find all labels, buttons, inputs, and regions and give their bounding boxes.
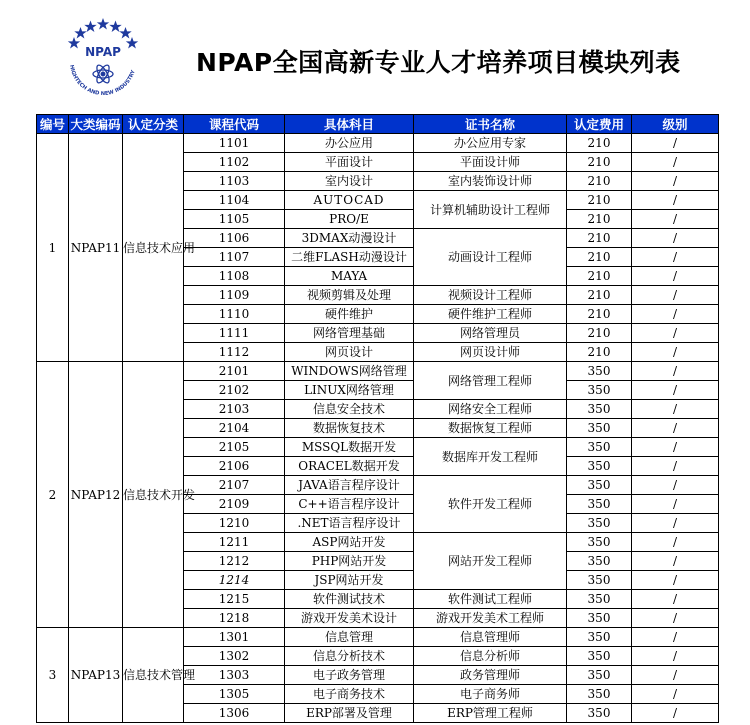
certificate: 网络管理员	[414, 324, 567, 343]
course-code: 1210	[184, 514, 285, 533]
course-code: 1302	[184, 647, 285, 666]
certificate: 视频设计工程师	[414, 286, 567, 305]
certificate: 网页设计师	[414, 343, 567, 362]
level: /	[632, 191, 719, 210]
subject: 办公应用	[285, 134, 414, 153]
fee: 350	[567, 438, 632, 457]
course-code: 1303	[184, 666, 285, 685]
npap-logo	[62, 16, 144, 104]
fee: 210	[567, 134, 632, 153]
level: /	[632, 495, 719, 514]
table-row	[37, 362, 719, 381]
subject: 平面设计	[285, 153, 414, 172]
col-header-subject: 具体科目	[285, 115, 414, 134]
certificate: 电子商务师	[414, 685, 567, 704]
course-code: 2105	[184, 438, 285, 457]
group-category: 信息技术应用	[123, 134, 184, 362]
level: /	[632, 400, 719, 419]
fee: 210	[567, 267, 632, 286]
subject: ERP部署及管理	[285, 704, 414, 723]
level: /	[632, 324, 719, 343]
level: /	[632, 609, 719, 628]
subject: 二维FLASH动漫设计	[285, 248, 414, 267]
fee: 210	[567, 210, 632, 229]
subject: 3DMAX动漫设计	[285, 229, 414, 248]
certificate: 信息分析师	[414, 647, 567, 666]
fee: 350	[567, 400, 632, 419]
fee: 350	[567, 590, 632, 609]
subject: 电子政务管理	[285, 666, 414, 685]
table-header-row	[37, 115, 719, 134]
course-code: 1215	[184, 590, 285, 609]
col-header-fee: 认定费用	[567, 115, 632, 134]
star-icon	[68, 37, 80, 49]
course-code: 1109	[184, 286, 285, 305]
certificate: 办公应用专家	[414, 134, 567, 153]
level: /	[632, 381, 719, 400]
course-code: 1105	[184, 210, 285, 229]
certificate: 数据库开发工程师	[414, 438, 567, 476]
fee: 350	[567, 381, 632, 400]
level: /	[632, 172, 719, 191]
level: /	[632, 571, 719, 590]
fee: 350	[567, 628, 632, 647]
fee: 350	[567, 514, 632, 533]
fee: 350	[567, 666, 632, 685]
group-category: 信息技术管理	[123, 628, 184, 723]
certificate: 政务管理师	[414, 666, 567, 685]
certificate: 游戏开发美术工程师	[414, 609, 567, 628]
star-icon	[97, 18, 109, 30]
course-code: 2101	[184, 362, 285, 381]
fee: 210	[567, 248, 632, 267]
star-icon	[119, 27, 131, 39]
certificate: 网站开发工程师	[414, 533, 567, 590]
svg-text:NPAP: NPAP	[85, 45, 121, 59]
course-code: 1107	[184, 248, 285, 267]
subject: 游戏开发美术设计	[285, 609, 414, 628]
level: /	[632, 153, 719, 172]
subject: 信息安全技术	[285, 400, 414, 419]
certificate: 动画设计工程师	[414, 229, 567, 286]
subject: AUTOCAD	[285, 191, 414, 210]
course-code: 1102	[184, 153, 285, 172]
level: /	[632, 362, 719, 381]
subject: ORACEL数据开发	[285, 457, 414, 476]
group-no: 2	[37, 362, 69, 628]
level: /	[632, 514, 719, 533]
col-header-certificate: 证书名称	[414, 115, 567, 134]
col-header-class-code: 大类编码	[69, 115, 123, 134]
fee: 210	[567, 305, 632, 324]
course-code: 2103	[184, 400, 285, 419]
level: /	[632, 666, 719, 685]
level: /	[632, 704, 719, 723]
level: /	[632, 590, 719, 609]
fee: 350	[567, 362, 632, 381]
course-code: 1104	[184, 191, 285, 210]
course-code: 1214	[184, 571, 285, 590]
course-code: 1111	[184, 324, 285, 343]
certificate: 软件测试工程师	[414, 590, 567, 609]
atom-icon	[93, 63, 113, 84]
course-code: 2104	[184, 419, 285, 438]
certificate: 信息管理师	[414, 628, 567, 647]
level: /	[632, 248, 719, 267]
course-code: 1305	[184, 685, 285, 704]
subject: PRO/E	[285, 210, 414, 229]
course-code: 2106	[184, 457, 285, 476]
fee: 350	[567, 647, 632, 666]
course-code: 1212	[184, 552, 285, 571]
certificate: 软件开发工程师	[414, 476, 567, 533]
fee: 210	[567, 153, 632, 172]
group-category: 信息技术开发	[123, 362, 184, 628]
subject: JSP网站开发	[285, 571, 414, 590]
subject: WINDOWS网络管理	[285, 362, 414, 381]
fee: 210	[567, 172, 632, 191]
level: /	[632, 286, 719, 305]
level: /	[632, 647, 719, 666]
col-header-category: 认定分类	[123, 115, 184, 134]
subject: MSSQL数据开发	[285, 438, 414, 457]
fee: 210	[567, 286, 632, 305]
subject: ASP网站开发	[285, 533, 414, 552]
level: /	[632, 134, 719, 153]
course-table	[36, 114, 719, 723]
course-code: 2102	[184, 381, 285, 400]
certificate: 计算机辅助设计工程师	[414, 191, 567, 229]
fee: 210	[567, 324, 632, 343]
subject: PHP网站开发	[285, 552, 414, 571]
group-no: 1	[37, 134, 69, 362]
fee: 350	[567, 495, 632, 514]
level: /	[632, 552, 719, 571]
subject: 信息管理	[285, 628, 414, 647]
subject: 室内设计	[285, 172, 414, 191]
course-code: 1112	[184, 343, 285, 362]
subject: 信息分析技术	[285, 647, 414, 666]
subject: 软件测试技术	[285, 590, 414, 609]
col-header-level: 级别	[632, 115, 719, 134]
course-code: 2109	[184, 495, 285, 514]
star-icon	[84, 21, 96, 33]
certificate: 数据恢复工程师	[414, 419, 567, 438]
fee: 350	[567, 552, 632, 571]
course-code: 1301	[184, 628, 285, 647]
subject: .NET语言程序设计	[285, 514, 414, 533]
certificate: 网络安全工程师	[414, 400, 567, 419]
subject: JAVA语言程序设计	[285, 476, 414, 495]
subject: 电子商务技术	[285, 685, 414, 704]
course-code: 2107	[184, 476, 285, 495]
subject: C++语言程序设计	[285, 495, 414, 514]
level: /	[632, 343, 719, 362]
fee: 210	[567, 191, 632, 210]
star-icon	[126, 37, 138, 49]
fee: 350	[567, 685, 632, 704]
fee: 350	[567, 704, 632, 723]
course-code: 1108	[184, 267, 285, 286]
level: /	[632, 210, 719, 229]
subject: 视频剪辑及处理	[285, 286, 414, 305]
certificate: 网络管理工程师	[414, 362, 567, 400]
page-header	[0, 0, 750, 114]
subject: LINUX网络管理	[285, 381, 414, 400]
course-code: 1103	[184, 172, 285, 191]
fee: 210	[567, 343, 632, 362]
course-code: 1101	[184, 134, 285, 153]
page-title: NPAP全国高新专业人才培养项目模块列表	[196, 48, 681, 77]
certificate: ERP管理工程师	[414, 704, 567, 723]
level: /	[632, 476, 719, 495]
fee: 350	[567, 457, 632, 476]
fee: 350	[567, 533, 632, 552]
group-code: NPAP13	[69, 628, 123, 723]
star-icon	[74, 27, 86, 39]
level: /	[632, 229, 719, 248]
subject: 网页设计	[285, 343, 414, 362]
level: /	[632, 457, 719, 476]
group-code: NPAP11	[69, 134, 123, 362]
course-code: 1218	[184, 609, 285, 628]
certificate: 硬件维护工程师	[414, 305, 567, 324]
star-icon	[109, 21, 121, 33]
table-row	[37, 134, 719, 153]
level: /	[632, 438, 719, 457]
certificate: 室内装饰设计师	[414, 172, 567, 191]
subject: 网络管理基础	[285, 324, 414, 343]
level: /	[632, 419, 719, 438]
level: /	[632, 685, 719, 704]
subject: MAYA	[285, 267, 414, 286]
fee: 350	[567, 476, 632, 495]
certificate: 平面设计师	[414, 153, 567, 172]
fee: 350	[567, 609, 632, 628]
fee: 210	[567, 229, 632, 248]
table-row	[37, 628, 719, 647]
group-code: NPAP12	[69, 362, 123, 628]
col-header-course-code: 课程代码	[184, 115, 285, 134]
course-code: 1106	[184, 229, 285, 248]
course-code: 1110	[184, 305, 285, 324]
col-header-no: 编号	[37, 115, 69, 134]
course-code: 1211	[184, 533, 285, 552]
level: /	[632, 305, 719, 324]
subject: 数据恢复技术	[285, 419, 414, 438]
level: /	[632, 628, 719, 647]
svg-text:HIGHTECH AND NEW INDUSTRY: HIGHTECH AND NEW INDUSTRY	[68, 64, 137, 98]
level: /	[632, 533, 719, 552]
fee: 350	[567, 419, 632, 438]
subject: 硬件维护	[285, 305, 414, 324]
group-no: 3	[37, 628, 69, 723]
level: /	[632, 267, 719, 286]
course-code: 1306	[184, 704, 285, 723]
fee: 350	[567, 571, 632, 590]
